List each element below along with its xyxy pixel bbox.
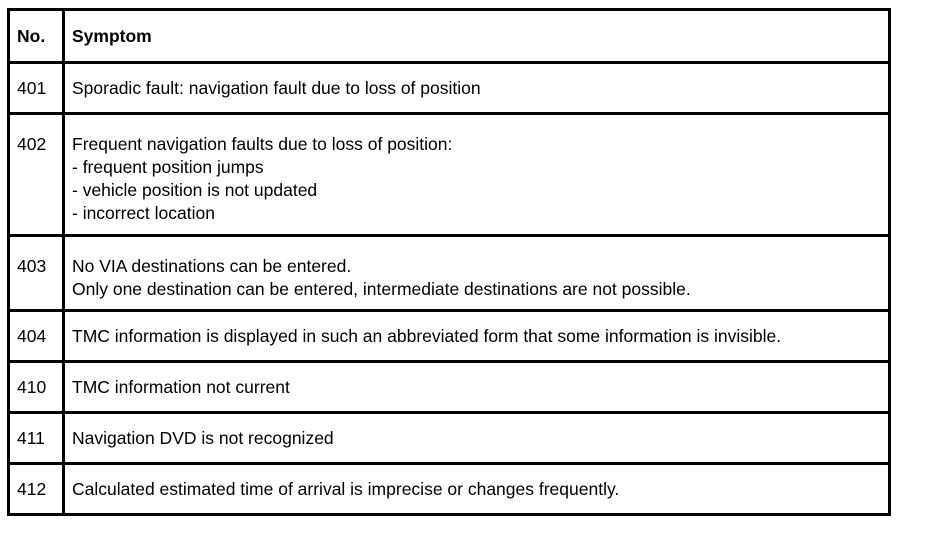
- table-row: [9, 464, 890, 515]
- column-header-symptom: Symptom: [64, 10, 890, 63]
- symptom-cell: [64, 236, 890, 311]
- symptom-cell: [64, 63, 890, 114]
- table-row: [9, 311, 890, 362]
- row-number: 404: [9, 311, 64, 362]
- symptom-line: Only one destination can be entered, intermediate destinations are not possible.: [72, 279, 691, 299]
- row-number: 410: [9, 362, 64, 413]
- symptom-cell: [64, 311, 890, 362]
- table-row: [9, 63, 890, 114]
- symptom-line: Frequent navigation faults due to loss of position:: [72, 134, 453, 154]
- table-header-row: [9, 10, 890, 63]
- symptom-cell: [64, 114, 890, 236]
- symptom-line: TMC information is displayed in such an abbreviated form that some information is invisible.: [72, 325, 782, 346]
- row-number: 412: [9, 464, 64, 515]
- symptom-line: - vehicle position is not updated: [72, 180, 318, 200]
- symptom-line: Sporadic fault: navigation fault due to loss of position: [72, 77, 481, 98]
- table-row: [9, 362, 890, 413]
- symptom-line: TMC information not current: [72, 376, 290, 397]
- table-row: [9, 413, 890, 464]
- symptom-line: - frequent position jumps: [72, 157, 264, 177]
- table-row: [9, 236, 890, 311]
- table-row: [9, 114, 890, 236]
- symptom-line: No VIA destinations can be entered.: [72, 256, 352, 276]
- symptom-cell: [64, 464, 890, 515]
- column-header-no: No.: [9, 10, 64, 63]
- symptom-line: Calculated estimated time of arrival is imprecise or changes frequently.: [72, 478, 620, 499]
- row-number: 403: [9, 236, 64, 311]
- row-number: 411: [9, 413, 64, 464]
- symptom-line: Navigation DVD is not recognized: [72, 427, 334, 448]
- row-number: 401: [9, 63, 64, 114]
- symptom-line: - incorrect location: [72, 203, 215, 223]
- symptom-cell: [64, 362, 890, 413]
- symptom-table: [7, 8, 891, 516]
- row-number: 402: [9, 114, 64, 236]
- symptom-cell: [64, 413, 890, 464]
